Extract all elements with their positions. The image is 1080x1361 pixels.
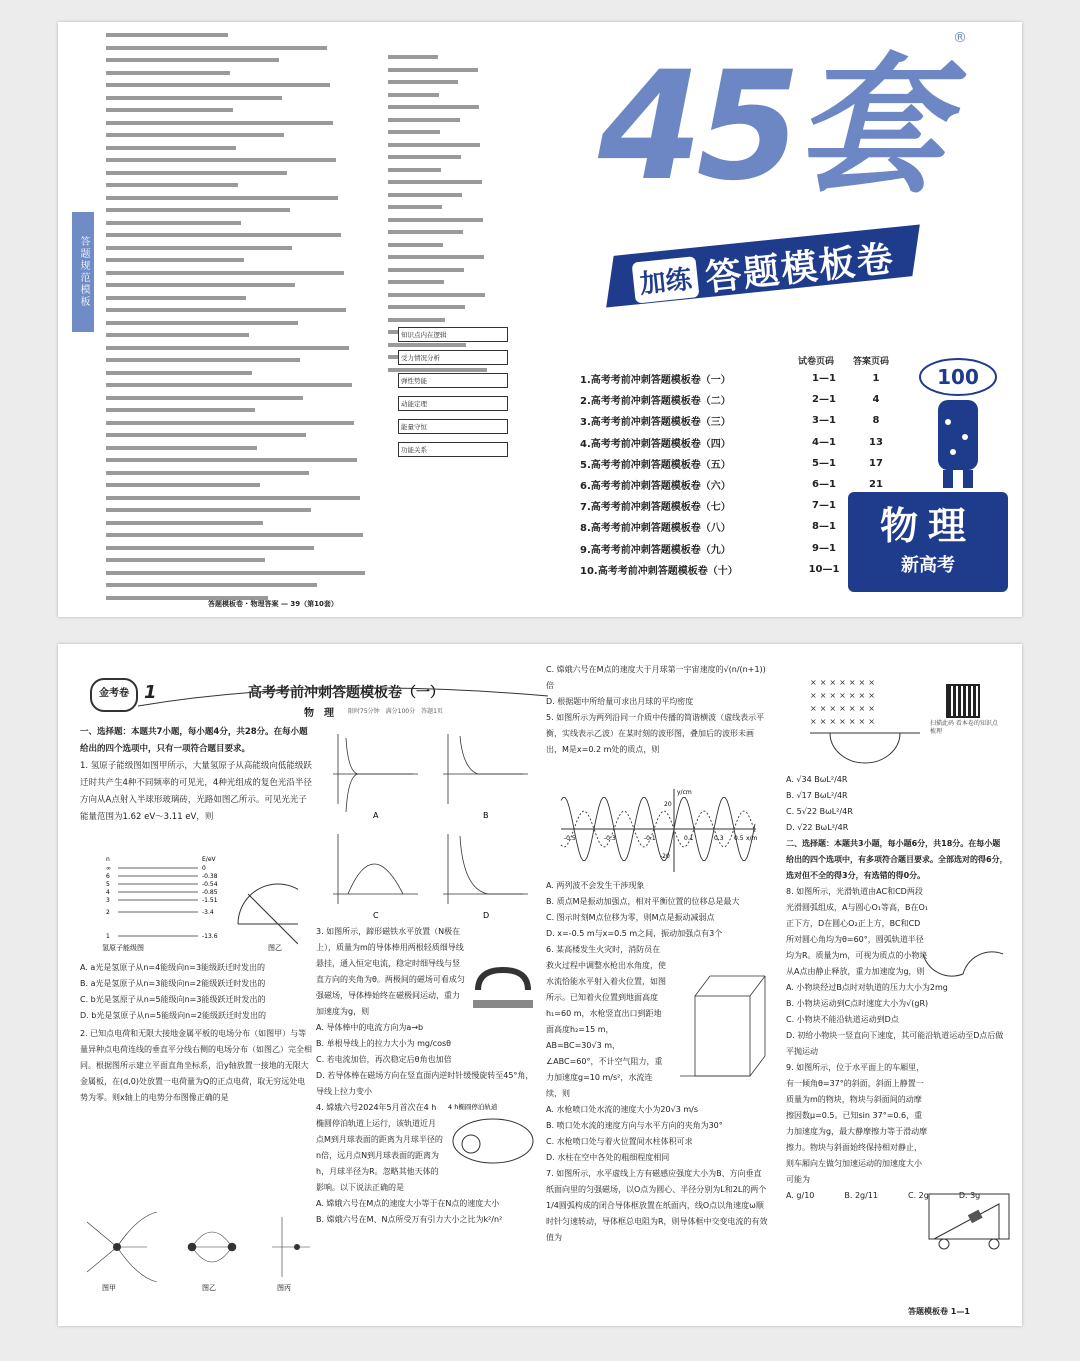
toc-answer: 1	[872, 373, 880, 385]
text-line	[388, 80, 503, 90]
svg-text:A: A	[373, 811, 379, 820]
toc-page: 2—1	[812, 394, 836, 406]
energy-figure-caption: 氢原子能级图	[102, 944, 144, 952]
level-number: 4	[106, 889, 110, 896]
text-line	[106, 83, 381, 93]
option[interactable]: D. b光是氢原子从n=5能级向n=2能级跃迁时发出的	[80, 1011, 267, 1020]
svg-text:B: B	[483, 811, 489, 820]
energy-value: -13.6	[202, 933, 218, 940]
option[interactable]: A. 两列波不会发生干涉现象	[546, 881, 645, 890]
text-line	[388, 105, 503, 115]
answer-key-boxes	[398, 327, 508, 465]
text-line	[106, 421, 381, 431]
text-line	[106, 46, 381, 56]
question-5: 5. 如图所示为两列沿同一介质中传播的简谐横波（虚线表示平衡，实线表示乙波）在某时刻的波形图，叠加后的波形未画出，M是x=0.2 m处的质点，则	[546, 713, 765, 754]
text-line	[388, 243, 503, 253]
text-line	[106, 308, 381, 318]
sector-figure	[810, 728, 920, 768]
level-number: 1	[106, 933, 110, 940]
mascot-text: 100	[937, 365, 979, 389]
text-line	[388, 193, 503, 203]
text-line	[106, 283, 381, 293]
option[interactable]: B. 2g/11	[844, 1191, 878, 1200]
question-4: 4. 嫦娥六号2024年5月首次在4 h椭圆停泊轨道上运行，该轨道近月点M到月球表面的距离为月球半径的n倍，远月点N到月球表面的距离为h，月球半径为R。忽略其他天体的影响。以下说法正确的是	[316, 1103, 443, 1192]
text-line	[106, 533, 381, 543]
toc-page: 9—1	[812, 542, 836, 554]
question-9: 9. 如图所示，位于水平面上的车厢里，有一倾角θ=37°的斜面，斜面上静置一质量为m的物块，物块与斜面间的动摩擦因数μ=0.5。已知sin 37°=0.6，重力加速度为g，最大静摩擦力等于滑动摩擦力。物块与斜面始终保持相对静止，则车厢向左做匀加速运动的加速度大小可能为	[786, 1063, 928, 1184]
text-line	[388, 218, 503, 228]
fig-caption: 图丙	[277, 1284, 291, 1292]
level-number: 2	[106, 909, 110, 916]
answer-box: 知识点内在逻辑	[398, 327, 508, 342]
exam-number: 1	[144, 682, 157, 703]
answer-box: 动能定理	[398, 396, 508, 411]
section-2-heading: 二、选择题：本题共3小题，每小题6分，共18分。在每小题给出的四个选项中，有多项符合题目要求。全部选对的得6分，选对但不全的得3分，有选错的得0分。	[786, 839, 1008, 880]
exam-footer: 答题模板卷 1—1	[908, 1307, 970, 1316]
text-line	[106, 433, 381, 443]
subject-badge	[848, 492, 1008, 592]
orbit-figure	[443, 1099, 538, 1169]
text-line	[106, 471, 381, 481]
text-line	[106, 58, 381, 68]
toc-title: 2.高考考前冲刺答题模板卷（二）	[580, 396, 731, 408]
tag-jialian: 加练	[632, 256, 700, 303]
option[interactable]: C. 水枪喷口处与着火位置间水柱体积可求	[546, 1137, 693, 1146]
option[interactable]: D. √22 BωL²/4R	[786, 823, 849, 832]
text-line	[106, 221, 381, 231]
toc-answer: 21	[869, 479, 883, 491]
option[interactable]: A. g/10	[786, 1191, 815, 1200]
answer-box: 功能关系	[398, 442, 508, 457]
text-line	[106, 396, 381, 406]
text-line	[388, 143, 503, 153]
answer-box: 受力情况分析	[398, 350, 508, 365]
top-page	[58, 22, 1022, 617]
text-line	[106, 158, 381, 168]
energy-unit: E/eV	[202, 856, 216, 863]
toc-title: 6.高考考前冲刺答题模板卷（六）	[580, 481, 731, 493]
option[interactable]: D. 3g	[958, 1191, 981, 1200]
toc-title: 5.高考考前冲刺答题模板卷（五）	[580, 459, 731, 471]
text-line	[106, 546, 381, 556]
answer-box: 能量守恒	[398, 419, 508, 434]
svg-text:D: D	[483, 911, 490, 920]
option[interactable]: C. b光是氢原子从n=5能级向n=3能级跃迁时发出的	[80, 995, 266, 1004]
toc-row[interactable]	[580, 410, 900, 431]
text-line	[106, 133, 381, 143]
toc-page: 3—1	[812, 415, 836, 427]
text-line	[106, 96, 381, 106]
tick-label: -20	[660, 853, 670, 860]
toc-page: 6—1	[812, 479, 836, 491]
field-diagrams	[82, 1212, 312, 1292]
column-3	[546, 662, 768, 758]
toc-answer: 8	[872, 415, 880, 427]
toc-row[interactable]	[580, 389, 900, 410]
text-line	[106, 371, 381, 381]
toc-answer: 13	[869, 436, 883, 448]
track-figure	[918, 934, 1008, 1004]
text-line	[106, 358, 381, 368]
text-line	[106, 271, 381, 281]
text-line	[106, 121, 381, 131]
orbit-caption: 4 h椭圆停泊轨道	[448, 1103, 498, 1111]
qr-caption: 扫描此码 看本卷的知识点梳理	[930, 720, 998, 735]
registered-mark: ®	[953, 30, 967, 46]
text-line	[388, 280, 503, 290]
text-line	[388, 93, 503, 103]
question-6: 6. 某高楼发生火灾时，消防员在救火过程中调整水枪出水角度，使水流恰能水平射入着火位置，如图所示。已知着火位置到地面高度h₁=60 m，水枪竖直出口到距地面高度h₂=15 m，AB=BC=30√3 m，∠ABC=60°，不计空气阻力，重力加速度g=10 m/s²，水流连续，则	[546, 945, 666, 1098]
option[interactable]: D. 初给小物块一竖直向下速度，其可能沿轨道运动至D点后做平抛运动	[786, 1031, 1004, 1056]
potential-graphs	[318, 724, 538, 924]
svg-text:C: C	[373, 911, 379, 920]
text-line	[388, 180, 503, 190]
toc-page: 10—1	[808, 563, 840, 575]
magnetic-field-grid: ××××××× ××××××× ××××××× ×××××××	[810, 678, 878, 726]
text-line	[106, 346, 381, 356]
answer-box: 弹性势能	[398, 373, 508, 388]
text-line	[106, 196, 381, 206]
text-line	[106, 483, 381, 493]
option[interactable]: C. 小物块不能沿轨道运动到D点	[786, 1015, 899, 1024]
exam-title: 高考考前冲刺答题模板卷（一）	[248, 685, 444, 701]
option[interactable]: C. 5√22 BωL²/4R	[786, 807, 853, 816]
text-line	[106, 246, 381, 256]
tick-label: 0.3	[714, 835, 724, 842]
text-line	[106, 183, 381, 193]
energy-value: -3.4	[202, 909, 214, 916]
cover-title: 答题模板卷	[703, 238, 897, 300]
energy-value: -0.54	[202, 881, 218, 888]
text-line	[106, 146, 381, 156]
option[interactable]: A. 水枪喷口处水流的速度大小为20√3 m/s	[546, 1105, 698, 1114]
brand-logo: 金考卷	[90, 678, 138, 712]
glass-figure-caption: 图乙	[268, 944, 282, 952]
tick-label: 20	[664, 801, 672, 808]
text-line	[388, 293, 503, 303]
level-number: ∞	[106, 865, 111, 872]
toc-page: 4—1	[812, 436, 836, 448]
option[interactable]: A. 嫦娥六号在M点的速度大小等于在N点的速度大小	[316, 1199, 500, 1208]
option[interactable]: D. 根据题中所给量可求出月球的平均密度	[546, 697, 694, 706]
option[interactable]: A. √34 BωL²/4R	[786, 775, 848, 784]
toc-title: 3.高考考前冲刺答题模板卷（三）	[580, 417, 731, 429]
option[interactable]: A. a光是氢原子从n=4能级向n=3能级跃迁时发出的	[80, 963, 266, 972]
toc-row[interactable]	[580, 453, 900, 474]
option[interactable]: C. 嫦娥六号在M点的速度大于月球第一宇宙速度的√(n/(n+1))倍	[546, 665, 766, 690]
option[interactable]: B. 质点M是振动加强点，相对平衡位置的位移总是最大	[546, 897, 740, 906]
toc-title: 7.高考考前冲刺答题模板卷（七）	[580, 502, 731, 514]
text-line	[106, 233, 381, 243]
qr-code[interactable]	[946, 684, 980, 718]
text-line	[106, 446, 381, 456]
text-line	[388, 255, 503, 265]
option[interactable]: B. 单根导线上的拉力大小为 mg/cosθ	[316, 1039, 452, 1048]
tick-label: -0.5	[564, 835, 576, 842]
text-line	[106, 496, 381, 506]
text-line	[388, 118, 503, 128]
text-line	[388, 155, 503, 165]
level-number: 3	[106, 897, 110, 904]
question-2: 2. 已知点电荷和无限大接地金属平板的电场分布（如图甲）与等量异种点电荷连线的垂直平分线右侧的电场分布（如图乙）完全相同。根据图所示建立平面直角坐标系，沿y轴放置一接地的无限大金属板，在(d,0)处放置一电荷量为Q的正点电荷，取无穷远处电势为零。则x轴上的电势分布图像正确的是	[80, 1029, 312, 1102]
option[interactable]: B. 小物块运动到C点时速度大小为√(gR)	[786, 999, 929, 1008]
carriage-figure	[924, 1184, 1014, 1254]
toc-title: 8.高考考前冲刺答题模板卷（八）	[580, 523, 731, 535]
edition-label: 新高考	[901, 555, 955, 576]
y-axis-label: y/cm	[677, 789, 692, 796]
option[interactable]: B. 嫦娥六号在M、N点所受万有引力大小之比为k²/n²	[316, 1215, 503, 1224]
text-line	[106, 258, 381, 268]
option[interactable]: C. 图示时刻M点位移为零，则M点是振动减弱点	[546, 913, 715, 922]
level-number: 6	[106, 873, 110, 880]
level-header: n	[106, 856, 110, 863]
text-line	[388, 55, 503, 65]
fig-caption: 图甲	[102, 1284, 116, 1292]
question-1-options	[80, 960, 312, 1106]
option[interactable]: D. 若导体棒在磁场方向在竖直面内逆时针缓慢旋转至45°角，导线上拉力变小	[316, 1071, 534, 1096]
section-1-heading: 一、选择题：本题共7小题，每小题4分，共28分。在每小题给出的四个选项中，只有一项符合题目要求。	[80, 727, 308, 754]
toc-page: 1—1	[812, 373, 836, 385]
option[interactable]: C. 若电流加倍，再次稳定后θ角也加倍	[316, 1055, 452, 1064]
top-page-footer: 答题模板卷 · 物理答案 — 39（第10套）	[208, 600, 338, 608]
toc-row[interactable]	[580, 368, 900, 389]
option[interactable]: B. a光是氢原子从n=3能级向n=2能级跃迁时发出的	[80, 979, 266, 988]
option[interactable]: B. √17 BωL²/4R	[786, 791, 848, 800]
text-line	[106, 333, 381, 343]
toc-title: 10.高考考前冲刺答题模板卷（十）	[580, 565, 738, 577]
text-line	[106, 296, 381, 306]
text-line	[388, 230, 503, 240]
option[interactable]: A. 导体棒中的电流方向为a→b	[316, 1023, 424, 1032]
energy-value: -1.51	[202, 897, 218, 904]
fig-caption: 图乙	[202, 1284, 216, 1292]
text-line	[106, 383, 381, 393]
toc-page: 5—1	[812, 457, 836, 469]
exam-subject: 物 理	[304, 708, 334, 719]
text-line	[106, 458, 381, 468]
text-line	[388, 305, 503, 315]
option[interactable]: C. 2g	[908, 1191, 929, 1200]
toc-header-page: 试卷页码	[798, 357, 835, 367]
text-line	[106, 558, 381, 568]
toc-answer: 4	[872, 394, 880, 406]
exam-page	[58, 644, 1022, 1326]
text-line	[106, 108, 381, 118]
wave-figure	[556, 784, 766, 874]
toc-page: 7—1	[812, 500, 836, 512]
magnet-figure	[468, 960, 538, 1030]
question-1: 1. 氢原子能级图如图甲所示，大量氢原子从高能级向低能级跃迁时共产生4种不同频率的可见光，4种光组成的复色光沿半径方向从A点射入半球形玻璃砖，光路如图乙所示。可见光光子能量范围为1.62 eV～3.11 eV，则	[80, 761, 312, 822]
option[interactable]: A. 小物块经过B点时对轨道的压力大小为2mg	[786, 983, 948, 992]
text-line	[106, 408, 381, 418]
text-line	[388, 205, 503, 215]
building-figure	[670, 966, 770, 1086]
text-line	[106, 208, 381, 218]
column-1	[80, 724, 312, 826]
energy-value: 0	[202, 865, 206, 872]
x-axis-label: x/m	[746, 835, 758, 842]
text-line	[388, 68, 503, 78]
subject-name: 物理	[879, 504, 976, 548]
side-tab: 答题规范模板	[72, 212, 94, 332]
text-line	[106, 33, 381, 43]
exam-meta: 限时75分钟 满分100分 答题1页	[348, 708, 443, 715]
text-line	[106, 583, 381, 593]
option[interactable]: D. x=-0.5 m与x=0.5 m之间，振动加强点有3个	[546, 929, 723, 938]
toc-header-answer: 答案页码	[853, 357, 890, 367]
answer-text-column	[106, 30, 381, 600]
text-line	[388, 130, 503, 140]
text-line	[388, 168, 503, 178]
mascot-figure	[913, 352, 1003, 496]
text-line	[106, 508, 381, 518]
energy-value: -0.85	[202, 889, 218, 896]
cover-title-number: 45套	[598, 40, 939, 214]
toc-row[interactable]	[580, 432, 900, 453]
toc-title: 9.高考考前冲刺答题模板卷（九）	[580, 544, 731, 556]
text-line	[106, 321, 381, 331]
tick-label: -0.3	[604, 835, 616, 842]
text-line	[388, 268, 503, 278]
text-line	[106, 171, 381, 181]
option[interactable]: B. 喷口处水流的速度方向与水平方向的夹角为30°	[546, 1121, 723, 1130]
question-3: 3. 如图所示，蹄形磁铁水平放置（N极在上），质量为m的导体棒用两根轻质细导线悬挂，通入恒定电流，稳定时细导线与竖直方向的夹角为θ。两极间的磁场可看成匀强磁场，导体棒始终在磁极间运动，重力加速度为g，则	[316, 927, 465, 1016]
option[interactable]: D. 水柱在空中各处的粗细程度相同	[546, 1153, 670, 1162]
text-line	[106, 521, 381, 531]
question-8: 8. 如图所示，光滑轨道由AC和CD两段光滑圆弧组成，A与圆心O₁等高，B在O₁正下方，D在圆心O₂正上方，BC和CD所对圆心角均为θ=60°，圆弧轨道半径均为R。质量为m，可视为质点的小物块从A点由静止释放，重力加速度为g，则	[786, 887, 928, 976]
text-line	[388, 318, 503, 328]
toc-title: 4.高考考前冲刺答题模板卷（四）	[580, 438, 731, 450]
toc-title: 1.高考考前冲刺答题模板卷（一）	[580, 375, 731, 387]
text-line	[106, 571, 381, 581]
toc-page: 8—1	[812, 521, 836, 533]
tick-label: -0.1	[644, 835, 656, 842]
energy-level-diagram	[98, 854, 298, 954]
toc-answer: 17	[869, 457, 883, 469]
energy-value: -0.38	[202, 873, 218, 880]
tick-label: 0.5	[734, 835, 744, 842]
level-number: 5	[106, 881, 110, 888]
tick-label: 0.1	[684, 835, 694, 842]
text-line	[106, 71, 381, 81]
question-7: 7. 如图所示，水平虚线上方有磁感应强度大小为B、方向垂直纸面向里的匀强磁场，以O点为圆心、半径分别为L和2L的两个1/4圆弧构成的闭合导体框放置在纸面内，线O点以角速度ω顺时针匀速转动，导体框总电阻为R，则导体框中交变电流的有效值为	[546, 1169, 768, 1242]
header-curve	[78, 666, 558, 716]
